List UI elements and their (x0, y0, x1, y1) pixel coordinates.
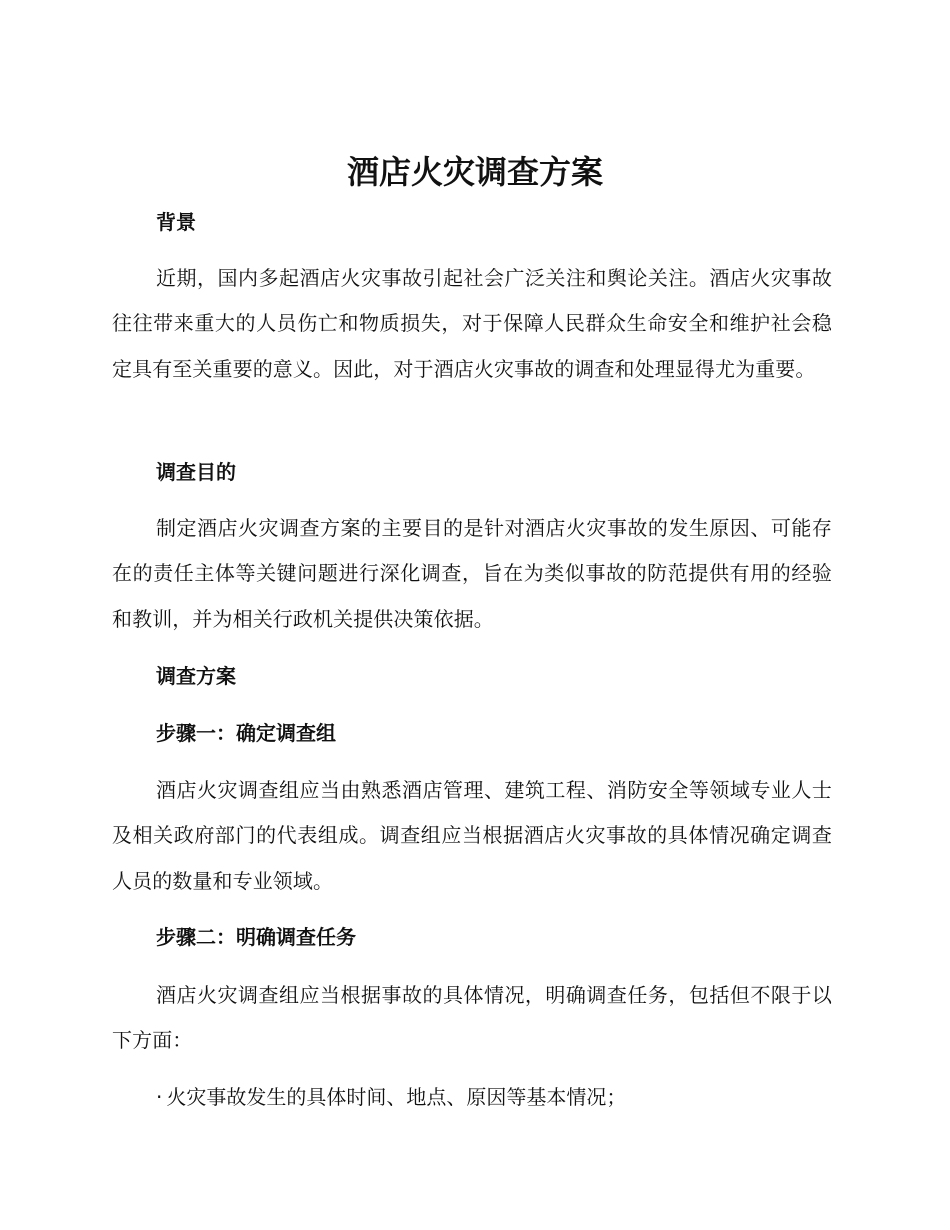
paragraph-step1: 酒店火灾调查组应当由熟悉酒店管理、建筑工程、消防安全等领域专业人士及相关政府部门的代表组成。调查组应当根据酒店火灾事故的具体情况确定调查人员的数量和专业领域。 (112, 778, 832, 893)
list-item (156, 1083, 626, 1111)
section-heading-purpose: 调查目的 (156, 460, 236, 484)
paragraph-step2: 酒店火灾调查组应当根据事故的具体情况，明确调查任务，包括但不限于以下方面： (112, 983, 832, 1053)
page-title: 酒店火灾调查方案 (346, 153, 603, 191)
section-heading-step1: 步骤一：确定调查组 (156, 721, 336, 745)
section-heading-step2: 步骤二：明确调查任务 (156, 925, 356, 949)
paragraph-purpose: 制定酒店火灾调查方案的主要目的是针对酒店火灾事故的发生原因、可能存在的责任主体等关键问题进行深化调查，旨在为类似事故的防范提供有用的经验和教训，并为相关行政机关提供决策依据。 (112, 516, 832, 631)
bullet-icon: · (156, 1085, 163, 1109)
section-heading-background: 背景 (156, 210, 196, 234)
list-item-text: 火灾事故发生的具体时间、地点、原因等基本情况； (166, 1085, 627, 1109)
paragraph-background: 近期，国内多起酒店火灾事故引起社会广泛关注和舆论关注。酒店火灾事故往往带来重大的人员伤亡和物质损失，对于保障人民群众生命安全和维护社会稳定具有至关重要的意义。因此，对于酒店火灾事故的调查和处理显得尤为重要。 (112, 266, 832, 381)
section-heading-plan: 调查方案 (156, 664, 236, 688)
